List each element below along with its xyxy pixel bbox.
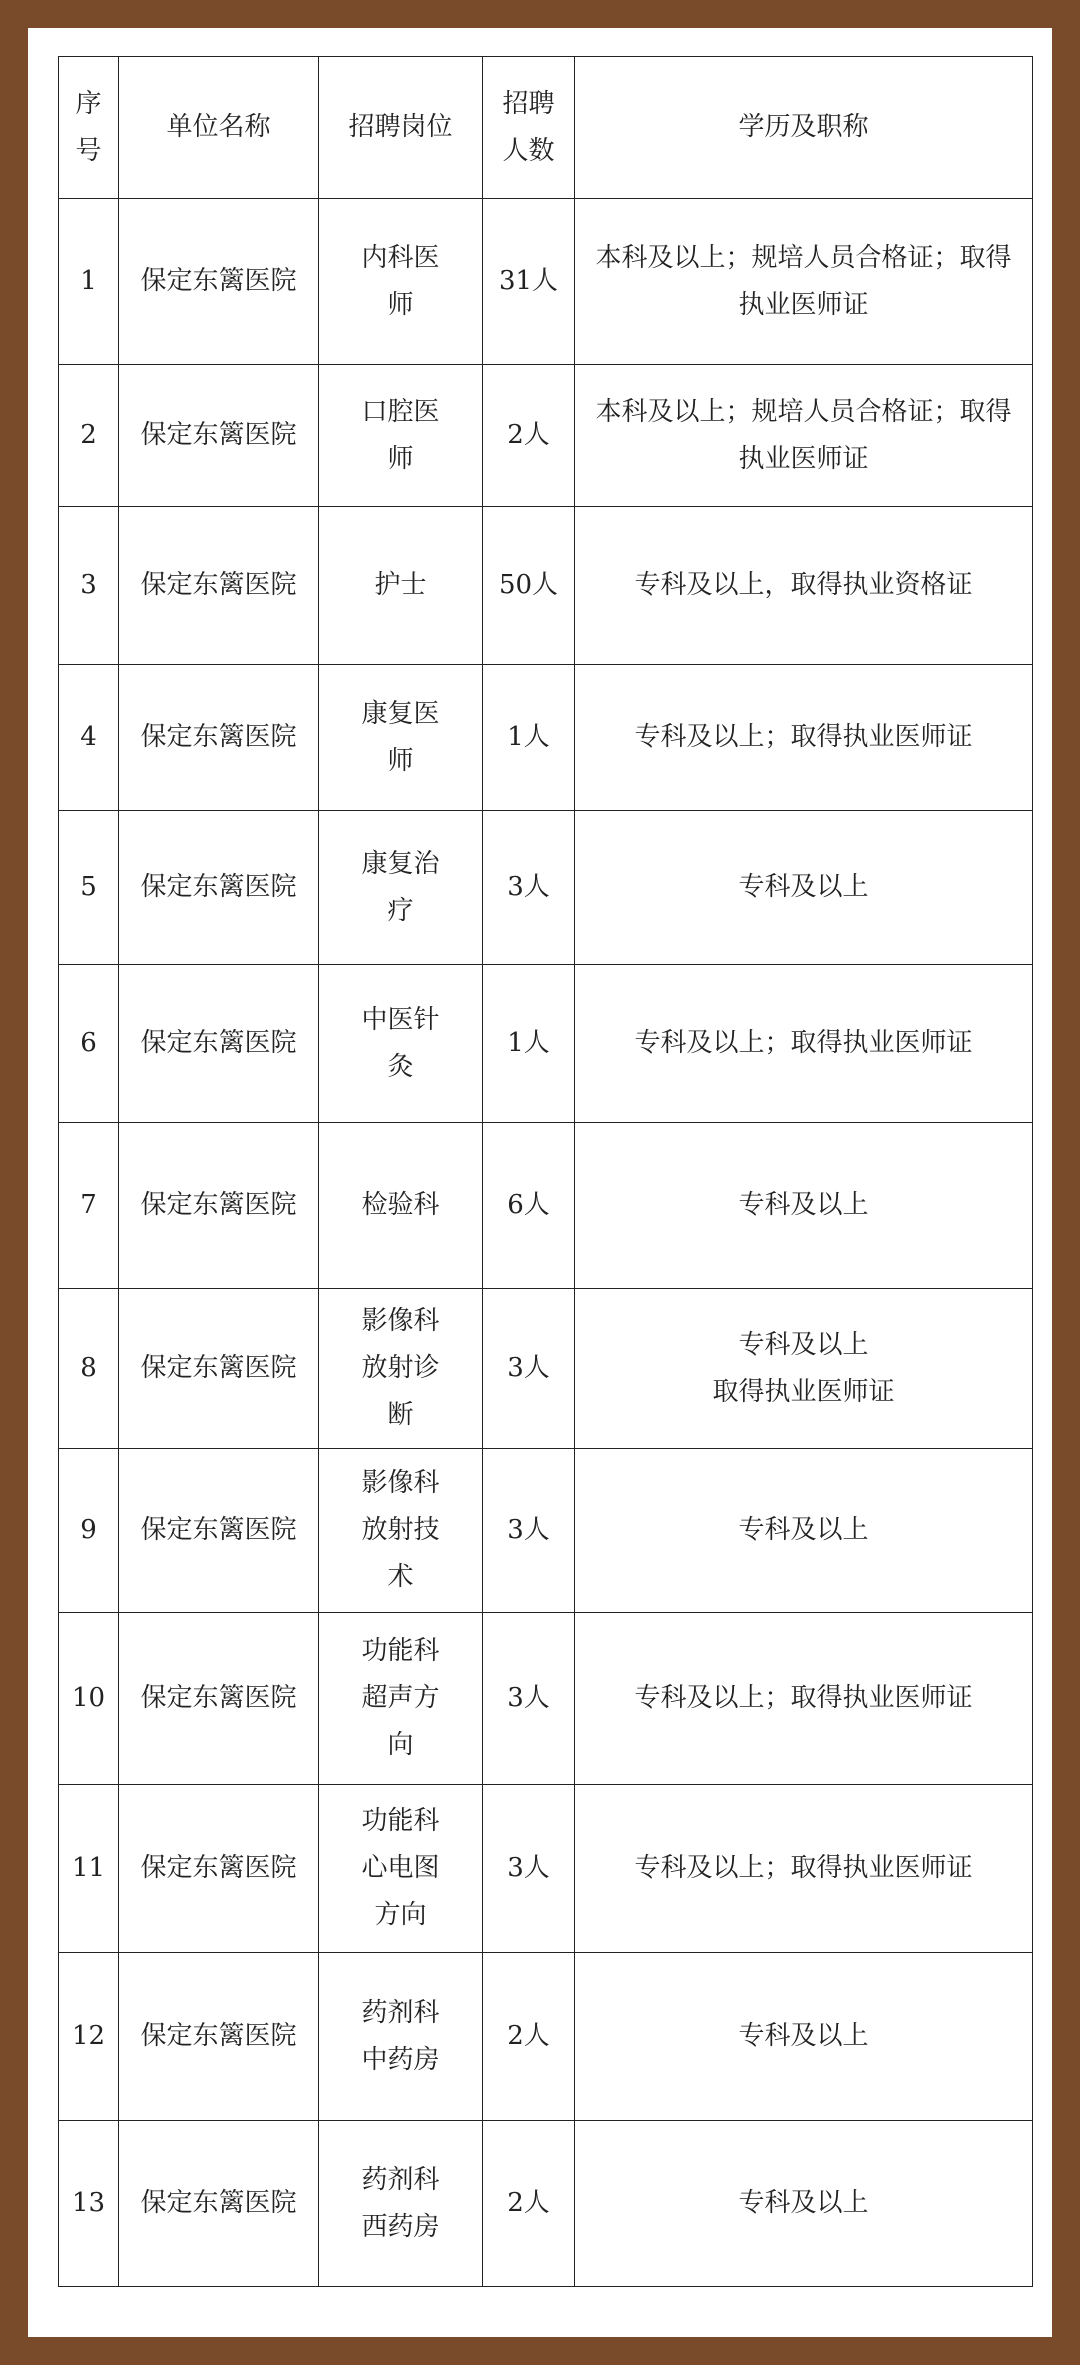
header-no: 序号 (59, 57, 119, 199)
cell-position (319, 1123, 483, 1289)
cell-position (319, 811, 483, 965)
cell-no: 8 (59, 1289, 119, 1449)
table-row (59, 365, 1033, 507)
cell-position (319, 665, 483, 811)
position-label: 内科医师 (361, 242, 440, 320)
cell-unit: 保定东篱医院 (119, 811, 319, 965)
cell-count: 6人 (483, 1123, 575, 1289)
requirements-text (589, 389, 1019, 483)
requirements-text (589, 235, 1019, 329)
cell-requirements (575, 1613, 1033, 1785)
cell-no: 3 (59, 507, 119, 665)
position-label: 功能科心电图方向 (361, 1806, 440, 1930)
cell-unit: 保定东篱医院 (119, 1289, 319, 1449)
requirements-line: 专科及以上 (738, 1329, 869, 1360)
position-label: 影像科放射技术 (361, 1468, 440, 1592)
requirements-text (738, 1507, 868, 1554)
position-label: 影像科放射诊断 (361, 1306, 440, 1430)
cell-position (319, 965, 483, 1123)
requirements-text (634, 714, 972, 761)
cell-position (319, 2121, 483, 2287)
cell-no: 10 (59, 1613, 119, 1785)
cell-requirements (575, 1123, 1033, 1289)
position-label: 药剂科中药房 (361, 1997, 440, 2075)
cell-count: 1人 (483, 965, 575, 1123)
cell-count: 3人 (483, 1449, 575, 1613)
requirements-line: 专科及以上；取得执业医师证 (634, 722, 973, 753)
cell-requirements (575, 1289, 1033, 1449)
table-row (59, 1613, 1033, 1785)
requirements-line: 取得执业医师证 (712, 1376, 895, 1407)
cell-count: 3人 (483, 1785, 575, 1953)
cell-requirements (575, 2121, 1033, 2287)
cell-unit: 保定东篱医院 (119, 665, 319, 811)
header-count: 招聘人数 (483, 57, 575, 199)
requirements-line: 专科及以上 (738, 2188, 869, 2219)
requirements-line: 专科及以上 (738, 1190, 869, 1221)
position-label: 康复医师 (361, 698, 440, 776)
cell-unit: 保定东篱医院 (119, 1449, 319, 1613)
table-row (59, 811, 1033, 965)
cell-count: 3人 (483, 811, 575, 965)
cell-requirements (575, 965, 1033, 1123)
table-row (59, 1449, 1033, 1613)
position-label: 药剂科西药房 (361, 2164, 440, 2242)
requirements-text (738, 2013, 868, 2060)
position-label: 检验科 (361, 1190, 440, 1221)
cell-position (319, 365, 483, 507)
cell-unit: 保定东篱医院 (119, 365, 319, 507)
requirements-text (738, 1182, 868, 1229)
position-label: 中医针灸 (361, 1004, 440, 1082)
table-header-row (59, 57, 1033, 199)
requirements-text (712, 1322, 894, 1416)
cell-no: 9 (59, 1449, 119, 1613)
requirements-text (634, 1675, 972, 1722)
requirements-line: 本科及以上；规培人员合格证；取得执业医师证 (595, 242, 1012, 320)
requirements-text (634, 1020, 972, 1067)
cell-unit: 保定东篱医院 (119, 507, 319, 665)
requirements-line: 本科及以上；规培人员合格证；取得执业医师证 (595, 396, 1012, 474)
requirements-line: 专科及以上 (738, 872, 869, 903)
cell-no: 13 (59, 2121, 119, 2287)
cell-unit: 保定东篱医院 (119, 1785, 319, 1953)
cell-position (319, 1449, 483, 1613)
table-row (59, 1785, 1033, 1953)
cell-count: 1人 (483, 665, 575, 811)
requirements-text (738, 2180, 868, 2227)
requirements-line: 专科及以上 (738, 2021, 869, 2052)
cell-requirements (575, 507, 1033, 665)
requirements-line: 专科及以上，取得执业资格证 (634, 570, 973, 601)
cell-count: 3人 (483, 1289, 575, 1449)
position-label: 口腔医师 (361, 396, 440, 474)
cell-no: 11 (59, 1785, 119, 1953)
recruitment-table (58, 56, 1033, 2287)
cell-no: 6 (59, 965, 119, 1123)
table-row (59, 199, 1033, 365)
cell-unit: 保定东篱医院 (119, 1123, 319, 1289)
cell-requirements (575, 1953, 1033, 2121)
cell-no: 7 (59, 1123, 119, 1289)
cell-unit: 保定东篱医院 (119, 1613, 319, 1785)
cell-no: 12 (59, 1953, 119, 2121)
cell-count: 31人 (483, 199, 575, 365)
cell-count: 2人 (483, 365, 575, 507)
requirements-line: 专科及以上 (738, 1515, 869, 1546)
cell-no: 4 (59, 665, 119, 811)
cell-requirements (575, 811, 1033, 965)
requirements-text (634, 562, 972, 609)
cell-position (319, 1953, 483, 2121)
cell-count: 2人 (483, 1953, 575, 2121)
requirements-line: 专科及以上；取得执业医师证 (634, 1683, 973, 1714)
cell-unit: 保定东篱医院 (119, 1953, 319, 2121)
cell-unit: 保定东篱医院 (119, 2121, 319, 2287)
header-unit: 单位名称 (119, 57, 319, 199)
cell-position (319, 1613, 483, 1785)
cell-no: 1 (59, 199, 119, 365)
document-sheet (28, 28, 1052, 2337)
cell-position (319, 199, 483, 365)
cell-no: 5 (59, 811, 119, 965)
cell-unit: 保定东篱医院 (119, 965, 319, 1123)
table-row (59, 965, 1033, 1123)
cell-count: 50人 (483, 507, 575, 665)
table-row (59, 1123, 1033, 1289)
header-position: 招聘岗位 (319, 57, 483, 199)
cell-position (319, 1289, 483, 1449)
cell-unit: 保定东篱医院 (119, 199, 319, 365)
cell-requirements (575, 665, 1033, 811)
cell-no: 2 (59, 365, 119, 507)
position-label: 功能科超声方向 (361, 1636, 440, 1760)
cell-count: 3人 (483, 1613, 575, 1785)
cell-position (319, 1785, 483, 1953)
table-row (59, 1953, 1033, 2121)
table-row (59, 507, 1033, 665)
table-row (59, 1289, 1033, 1449)
position-label: 康复治疗 (361, 848, 440, 926)
cell-requirements (575, 1449, 1033, 1613)
cell-count: 2人 (483, 2121, 575, 2287)
table-body (59, 199, 1033, 2287)
table-row (59, 665, 1033, 811)
requirements-text (738, 864, 868, 911)
requirements-line: 专科及以上；取得执业医师证 (634, 1853, 973, 1884)
cell-requirements (575, 199, 1033, 365)
cell-requirements (575, 1785, 1033, 1953)
position-label: 护士 (374, 570, 427, 601)
table-row (59, 2121, 1033, 2287)
cell-requirements (575, 365, 1033, 507)
requirements-line: 专科及以上；取得执业医师证 (634, 1028, 973, 1059)
requirements-text (634, 1845, 972, 1892)
cell-position (319, 507, 483, 665)
header-requirements: 学历及职称 (575, 57, 1033, 199)
